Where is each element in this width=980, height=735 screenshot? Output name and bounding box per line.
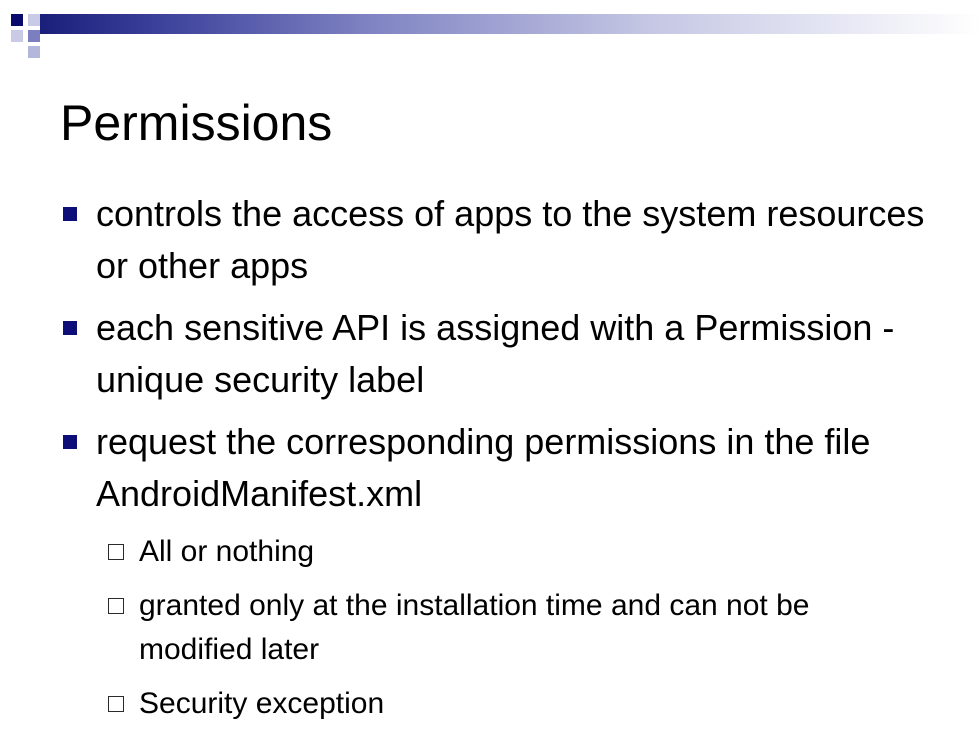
decor-square-icon [11,30,23,42]
sub-bullet-item [108,584,899,672]
bullet-item [60,302,940,406]
decor-square-icon [28,30,40,42]
sub-bullet-text: All or nothing [139,535,315,568]
slide-title: Permissions [60,95,333,151]
slide-body [60,188,940,735]
bullet-text: each sensitive API is assigned with a Permission - unique security label [96,307,895,400]
hollow-square-bullet-icon [108,544,124,560]
bullet-item [60,416,940,520]
decor-square-icon [28,46,40,58]
bullet-text: controls the access of apps to the system resources or other apps [96,193,925,286]
sub-bullet-text: Security exception [139,687,385,720]
bullet-item [60,188,940,292]
filled-square-bullet-icon [63,207,77,221]
header-gradient-bar [40,14,980,34]
decor-square-icon [28,14,40,26]
sub-bullet-text: granted only at the installation time and can not be modified later [139,589,810,666]
hollow-square-bullet-icon [108,598,124,614]
hollow-square-bullet-icon [108,696,124,712]
sub-bullet-item [108,530,899,574]
decor-square-icon [11,14,23,26]
filled-square-bullet-icon [63,321,77,335]
bullet-text: request the corresponding permissions in the file AndroidManifest.xml [96,421,871,514]
filled-square-bullet-icon [63,435,77,449]
sub-bullet-item [108,682,899,726]
